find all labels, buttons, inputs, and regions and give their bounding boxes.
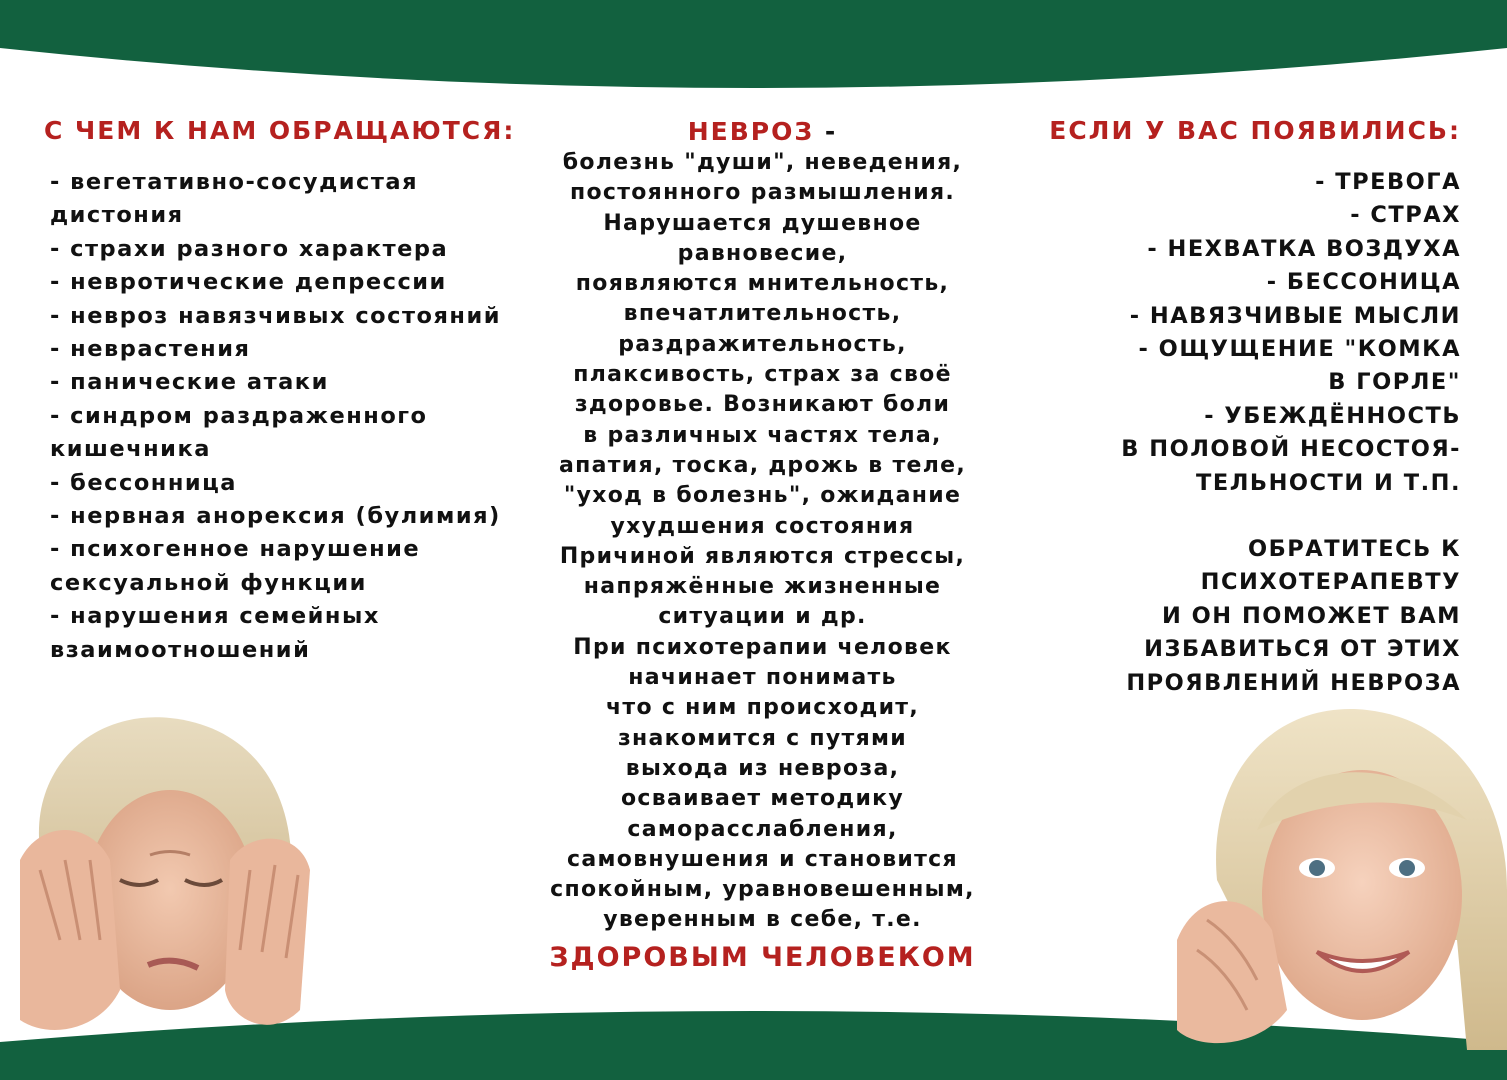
center-heading-dash: - bbox=[814, 117, 838, 146]
text-line: начинает понимать bbox=[628, 665, 897, 691]
list-item: - невроз навязчивых состояний bbox=[50, 302, 501, 329]
text-line: саморасслабления, bbox=[627, 816, 898, 842]
text-line: осваивает методику bbox=[620, 786, 905, 812]
hand-right bbox=[225, 839, 310, 1025]
text-line: что с ним происходит, bbox=[606, 695, 919, 721]
text-line: постоянного размышления. bbox=[569, 180, 956, 206]
neurosis-description bbox=[530, 116, 995, 978]
text-line: плаксивость, страх за своё bbox=[573, 362, 952, 388]
list-item: - панические атаки bbox=[50, 369, 329, 396]
text-line: знакомится с путями bbox=[617, 725, 908, 751]
text-line: выхода из невроза, bbox=[625, 755, 900, 781]
text-line: апатия, тоска, дрожь в теле, bbox=[558, 452, 967, 478]
text-line: При психотерапии человек bbox=[573, 634, 952, 660]
center-footer: ЗДОРОВЫМ ЧЕЛОВЕКОМ bbox=[549, 941, 976, 973]
center-text bbox=[530, 148, 995, 936]
text-line: спокойным, уравновешенным, bbox=[550, 877, 975, 903]
hand-left bbox=[20, 830, 120, 1030]
symptom-line: - УБЕЖДЁННОСТЬ bbox=[1204, 402, 1461, 429]
center-heading-word: НЕВРОЗ bbox=[687, 117, 815, 146]
top-band-shape bbox=[0, 0, 1507, 88]
symptom-line: - НАВЯЗЧИВЫЕ МЫСЛИ bbox=[1129, 302, 1461, 329]
symptom-line: В ГОРЛЕ" bbox=[1328, 369, 1461, 396]
iris-right bbox=[1399, 860, 1415, 876]
iris-left bbox=[1309, 860, 1325, 876]
text-line: ситуации и др. bbox=[658, 604, 867, 630]
text-line: раздражительность, bbox=[618, 331, 907, 357]
call-line: И ОН ПОМОЖЕТ ВАМ bbox=[1162, 602, 1461, 629]
symptom-line: - СТРАХ bbox=[1350, 202, 1461, 229]
distressed-woman-photo bbox=[0, 690, 320, 1050]
symptom-line: - ОЩУЩЕНИЕ "КОМКА bbox=[1138, 336, 1461, 363]
list-item: - синдром раздраженного кишечника bbox=[50, 402, 428, 463]
text-line: в различных частях тела, bbox=[583, 422, 942, 448]
center-heading bbox=[530, 116, 995, 148]
right-heading: ЕСЛИ У ВАС ПОЯВИЛИСЬ: bbox=[1049, 116, 1461, 145]
text-line: здоровье. Возникают боли bbox=[574, 392, 951, 418]
text-line: равновесие, bbox=[677, 240, 848, 266]
text-line: напряжённые жизненные bbox=[583, 574, 942, 600]
call-line: ПСИХОТЕРАПЕВТУ bbox=[1200, 569, 1461, 596]
top-green-band bbox=[0, 0, 1507, 100]
text-line: самовнушения и становится bbox=[567, 846, 958, 872]
text-line: ухудшения состояния bbox=[610, 513, 915, 539]
text-line: "уход в болезнь", ожидание bbox=[563, 483, 962, 509]
symptom-line: ТЕЛЬНОСТИ И Т.П. bbox=[1196, 469, 1461, 496]
left-heading: С ЧЕМ К НАМ ОБРАЩАЮТСЯ: bbox=[44, 116, 516, 145]
conditions-list bbox=[50, 166, 520, 667]
list-item: - невротические депрессии bbox=[50, 269, 447, 296]
list-item: - страхи разного характера bbox=[50, 235, 449, 262]
text-line: Нарушается душевное bbox=[603, 210, 922, 236]
spacer bbox=[1041, 500, 1461, 533]
call-line: ОБРАТИТЕСЬ К bbox=[1248, 536, 1461, 563]
list-item: - нарушения семейных взаимоотношений bbox=[50, 603, 380, 663]
symptoms-list bbox=[1041, 166, 1461, 700]
text-line: впечатлительность, bbox=[623, 301, 902, 327]
symptom-line: - ТРЕВОГА bbox=[1315, 169, 1461, 195]
text-line: появляются мнительность, bbox=[575, 271, 950, 297]
smiling-woman-photo bbox=[1177, 690, 1507, 1050]
list-item: - бессонница bbox=[50, 469, 237, 496]
symptom-line: - БЕССОНИЦА bbox=[1266, 269, 1461, 296]
list-item: - неврастения bbox=[50, 336, 251, 363]
call-line: ИЗБАВИТЬСЯ ОТ ЭТИХ bbox=[1144, 636, 1461, 663]
call-line: ПРОЯВЛЕНИЙ НЕВРОЗА bbox=[1126, 669, 1461, 696]
symptom-line: - НЕХВАТКА ВОЗДУХА bbox=[1147, 235, 1461, 262]
list-item: - нервная анорексия (булимия) bbox=[50, 503, 501, 530]
text-line: Причиной являются стрессы, bbox=[559, 543, 966, 569]
list-item: - вегетативно-сосудистая дистония bbox=[50, 169, 419, 229]
symptom-line: В ПОЛОВОЙ НЕСОСТОЯ- bbox=[1121, 436, 1461, 463]
text-line: болезнь "души", неведения, bbox=[562, 150, 963, 175]
list-item: - психогенное нарушение сексуальной функции bbox=[50, 536, 421, 596]
text-line: уверенным в себе, т.е. bbox=[603, 907, 922, 933]
